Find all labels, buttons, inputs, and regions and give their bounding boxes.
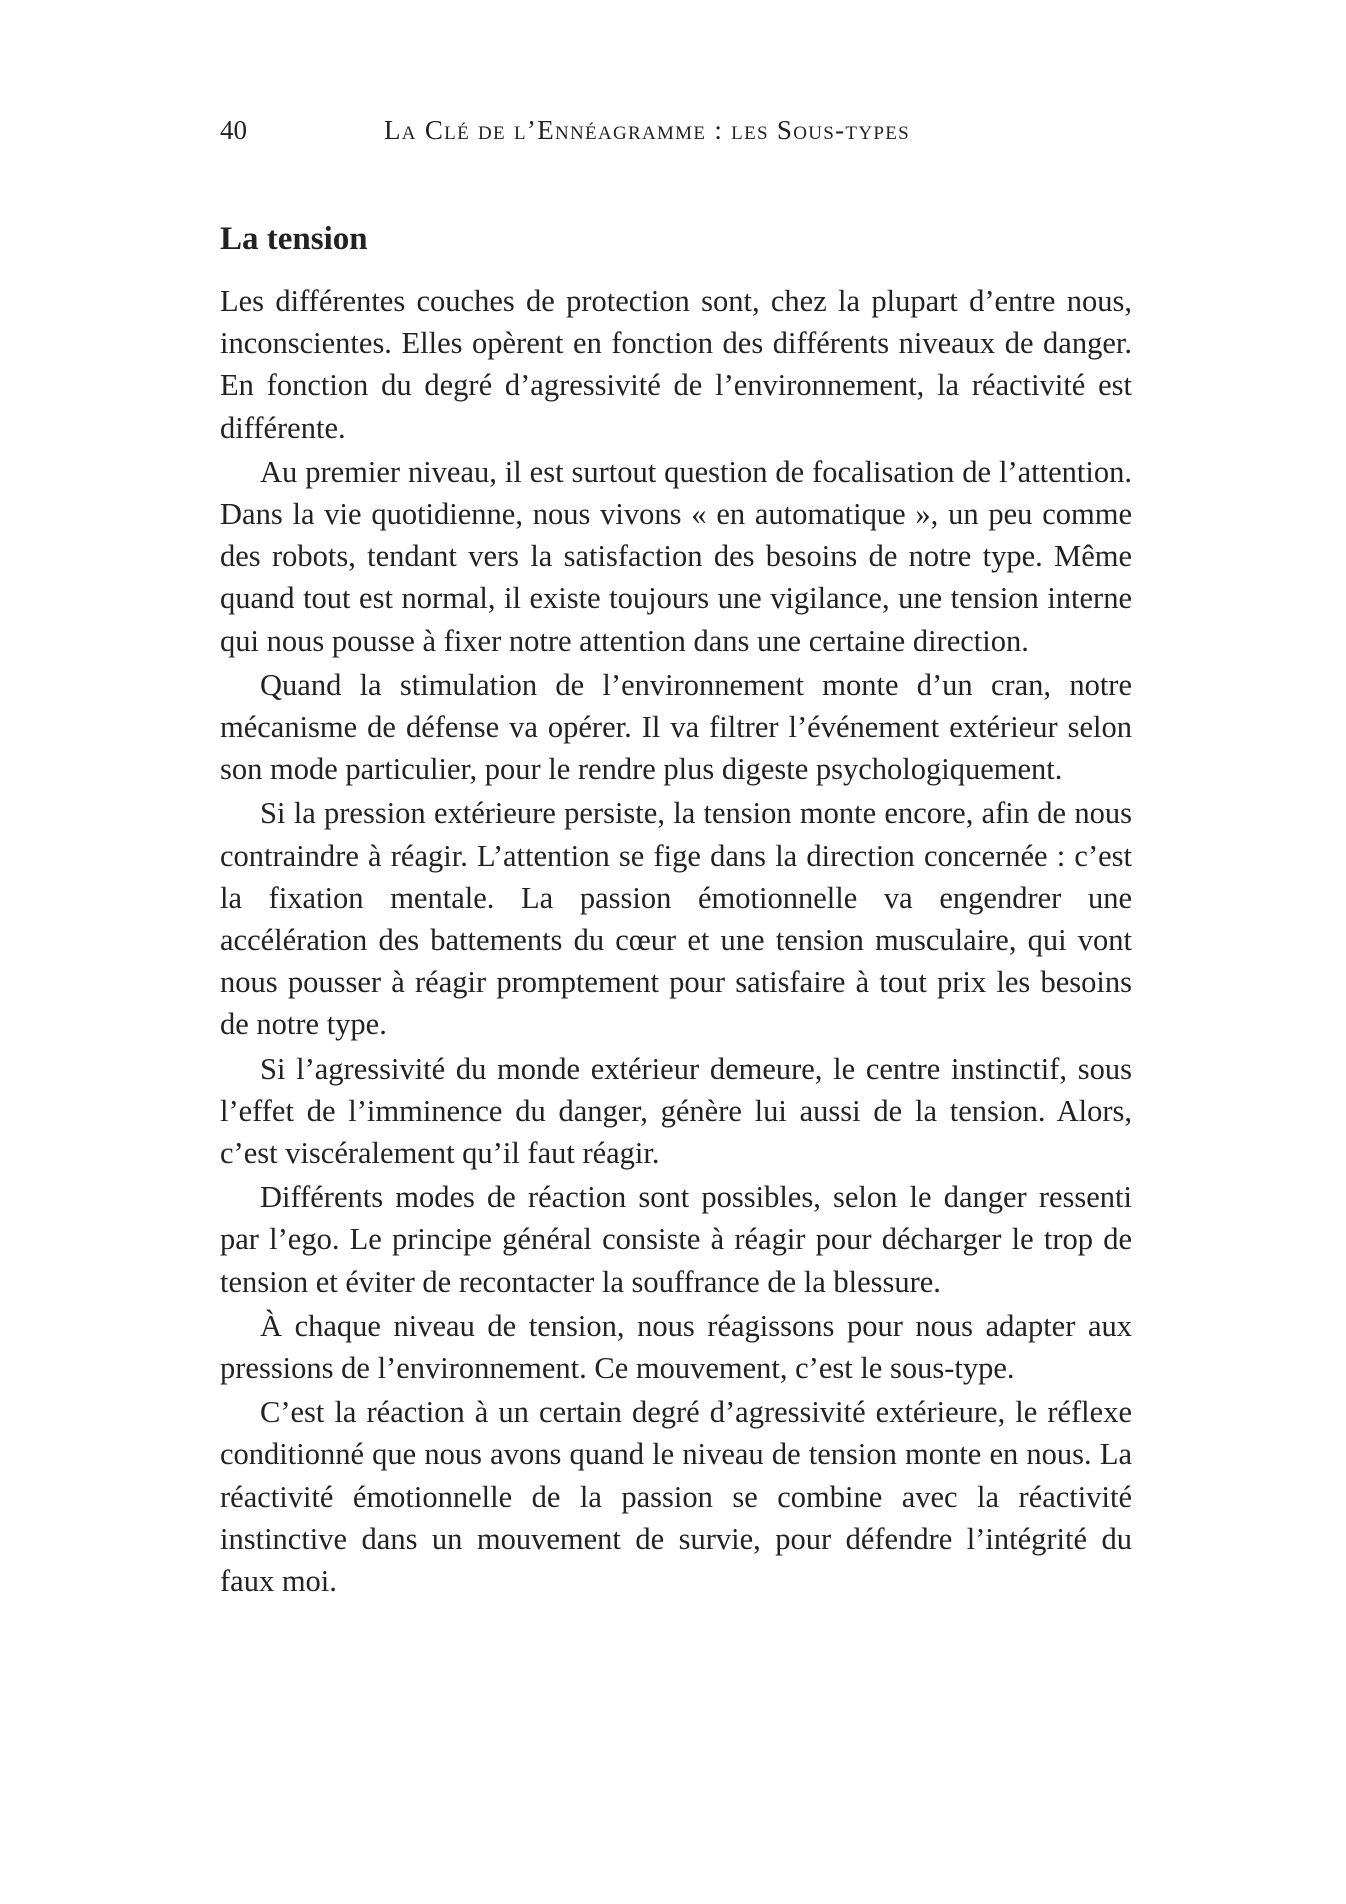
book-title-header: La Clé de l’Ennéagramme : les Sous-types bbox=[384, 115, 910, 145]
running-header bbox=[220, 110, 1132, 150]
section-title: La tension bbox=[220, 221, 368, 257]
paragraph: Si la pression extérieure persiste, la tension monte encore, afin de nous contraindre à réagir. L’attention se fige dans la direction concernée : c’est la fixation mentale. La passion émotionnelle va engendrer une accélération des battements du cœur et une tension musculaire, qui vont nous pousser à réagir promptement pour satisfaire à tout prix les besoins de notre type. bbox=[220, 796, 1132, 1042]
paragraph: Si l’agressivité du monde extérieur demeure, le centre instinctif, sous l’effet de l’imminence du danger, génère lui aussi de la tension. Alors, c’est viscéralement qu’il faut réagir. bbox=[220, 1051, 1132, 1171]
paragraph: Les différentes couches de protection sont, chez la plupart d’entre nous, inconscientes. Elles opèrent en fonction des différents niveaux de danger. En fonction du degré d’agressivité de l’environnement, la réactivité est différente. bbox=[220, 284, 1132, 445]
body-text bbox=[220, 280, 1132, 1604]
paragraph: À chaque niveau de tension, nous réagissons pour nous adapter aux pressions de l’environnement. Ce mouvement, c’est le sous-type. bbox=[220, 1308, 1132, 1386]
paragraph: Différents modes de réaction sont possibles, selon le danger ressenti par l’ego. Le principe général consiste à réagir pour décharger le trop de tension et éviter de recontacter la souffrance de la blessure. bbox=[220, 1180, 1132, 1299]
page-number: 40 bbox=[220, 115, 247, 145]
paragraph: C’est la réaction à un certain degré d’agressivité extérieure, le réflexe conditionné que nous avons quand le niveau de tension monte en nous. La réactivité émotionnelle de la passion se combine avec la réactivité instinctive dans un mouvement de survie, pour défendre l’intégrité du faux moi. bbox=[220, 1395, 1132, 1599]
paragraph: Quand la stimulation de l’environnement monte d’un cran, notre mécanisme de défense va opérer. Il va filtrer l’événement extérieur selon son mode particulier, pour le rendre plus digeste psychologiquement. bbox=[220, 667, 1132, 787]
paragraph: Au premier niveau, il est surtout question de focalisation de l’attention. Dans la vie quotidienne, nous vivons « en automatique », un peu comme des robots, tendant vers la satisfaction des besoins de notre type. Même quand tout est normal, il existe toujours une vigilance, une tension interne qui nous pousse à fixer notre attention dans une certaine direction. bbox=[220, 454, 1132, 658]
